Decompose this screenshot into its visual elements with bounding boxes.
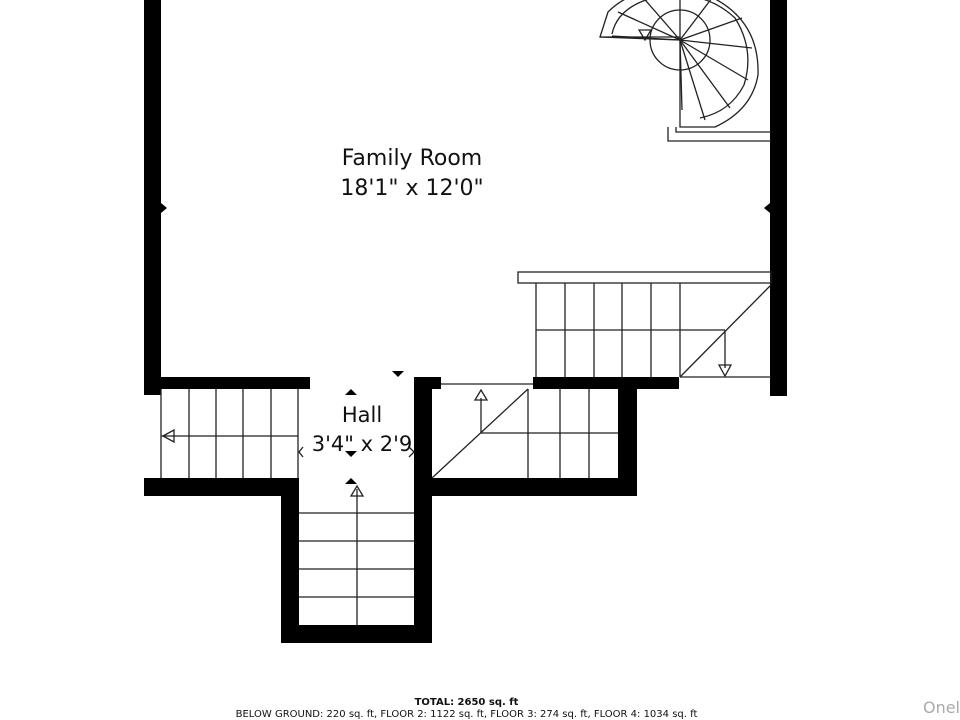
footer-breakdown: BELOW GROUND: 220 sq. ft, FLOOR 2: 1122 sq. ft, FLOOR 3: 274 sq. ft, FLOOR 4: 1034 sq. ft: [235, 709, 698, 720]
wall-markers: [161, 203, 770, 484]
family-room-dimensions: 18'1" x 12'0": [340, 176, 484, 201]
wall-family-bottom-right: [533, 377, 679, 389]
wall-right-upper: [770, 0, 787, 140]
spiral-staircase: [600, 0, 771, 141]
hall-dimensions: 3'4" x 2'9: [311, 432, 413, 456]
hall-name: Hall: [341, 403, 383, 427]
right-staircase: [518, 272, 771, 377]
door-marker-icon: [392, 371, 404, 377]
arrow-left-icon: [161, 203, 167, 213]
family-room-name: Family Room: [341, 146, 483, 171]
wall-right-lower: [770, 140, 787, 396]
bottom-staircase: [299, 486, 414, 625]
wall-right-stair-bottom: [414, 478, 637, 496]
wall-left: [144, 0, 161, 395]
watermark: Onel: [922, 698, 960, 717]
left-staircase: [161, 389, 298, 478]
middle-staircase: [432, 384, 618, 478]
wall-left-stair-bottom: [144, 478, 299, 496]
wall-family-bottom-left: [144, 377, 310, 389]
wall-hall-left: [281, 478, 299, 643]
wall-bottom-stair-base: [281, 625, 432, 643]
door-marker-icon: [345, 478, 357, 484]
footer-total: TOTAL: 2650 sq. ft: [414, 697, 519, 708]
walls: [144, 0, 787, 643]
door-marker-icon: [345, 389, 357, 395]
wall-right-stair-side: [618, 377, 637, 496]
arrow-right-icon: [764, 203, 770, 213]
